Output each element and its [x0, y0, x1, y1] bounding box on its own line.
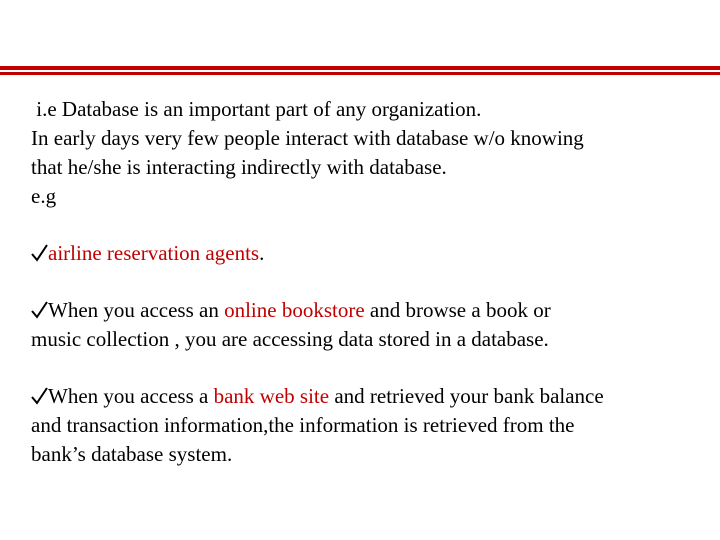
bullet-bookstore: [31, 296, 711, 354]
bullet-text: and retrieved your bank balance: [329, 384, 604, 408]
header-rule-thin: [0, 72, 720, 75]
checkmark-icon: [31, 386, 48, 406]
intro-line: that he/she is interacting indirectly with database.: [31, 155, 447, 179]
intro-line: In early days very few people interact with database w/o knowing: [31, 126, 584, 150]
bullet-airline: [31, 239, 711, 268]
header-rule-thick: [0, 66, 720, 70]
bullet-highlight: airline reservation agents: [48, 241, 260, 265]
bullet-text: When you access an: [48, 298, 225, 322]
intro-line: i.e Database is an important part of any organization.: [31, 97, 482, 121]
bullet-text: .: [259, 241, 265, 265]
checkmark-icon: [31, 300, 48, 320]
slide-body: [31, 95, 711, 469]
bullet-text: music collection , you are accessing data stored in a database.: [31, 327, 549, 351]
bullet-bank: [31, 382, 711, 469]
checkmark-icon: [31, 243, 48, 263]
intro-line: e.g: [31, 184, 57, 208]
bullet-highlight: online bookstore: [224, 298, 365, 322]
intro-paragraph: [31, 95, 711, 211]
bullet-text: and transaction information,the information is retrieved from the: [31, 413, 575, 437]
bullet-text: When you access a: [48, 384, 214, 408]
bullet-highlight: bank web site: [213, 384, 330, 408]
bullet-text: and browse a book or: [364, 298, 551, 322]
bullet-text: bank’s database system.: [31, 442, 233, 466]
